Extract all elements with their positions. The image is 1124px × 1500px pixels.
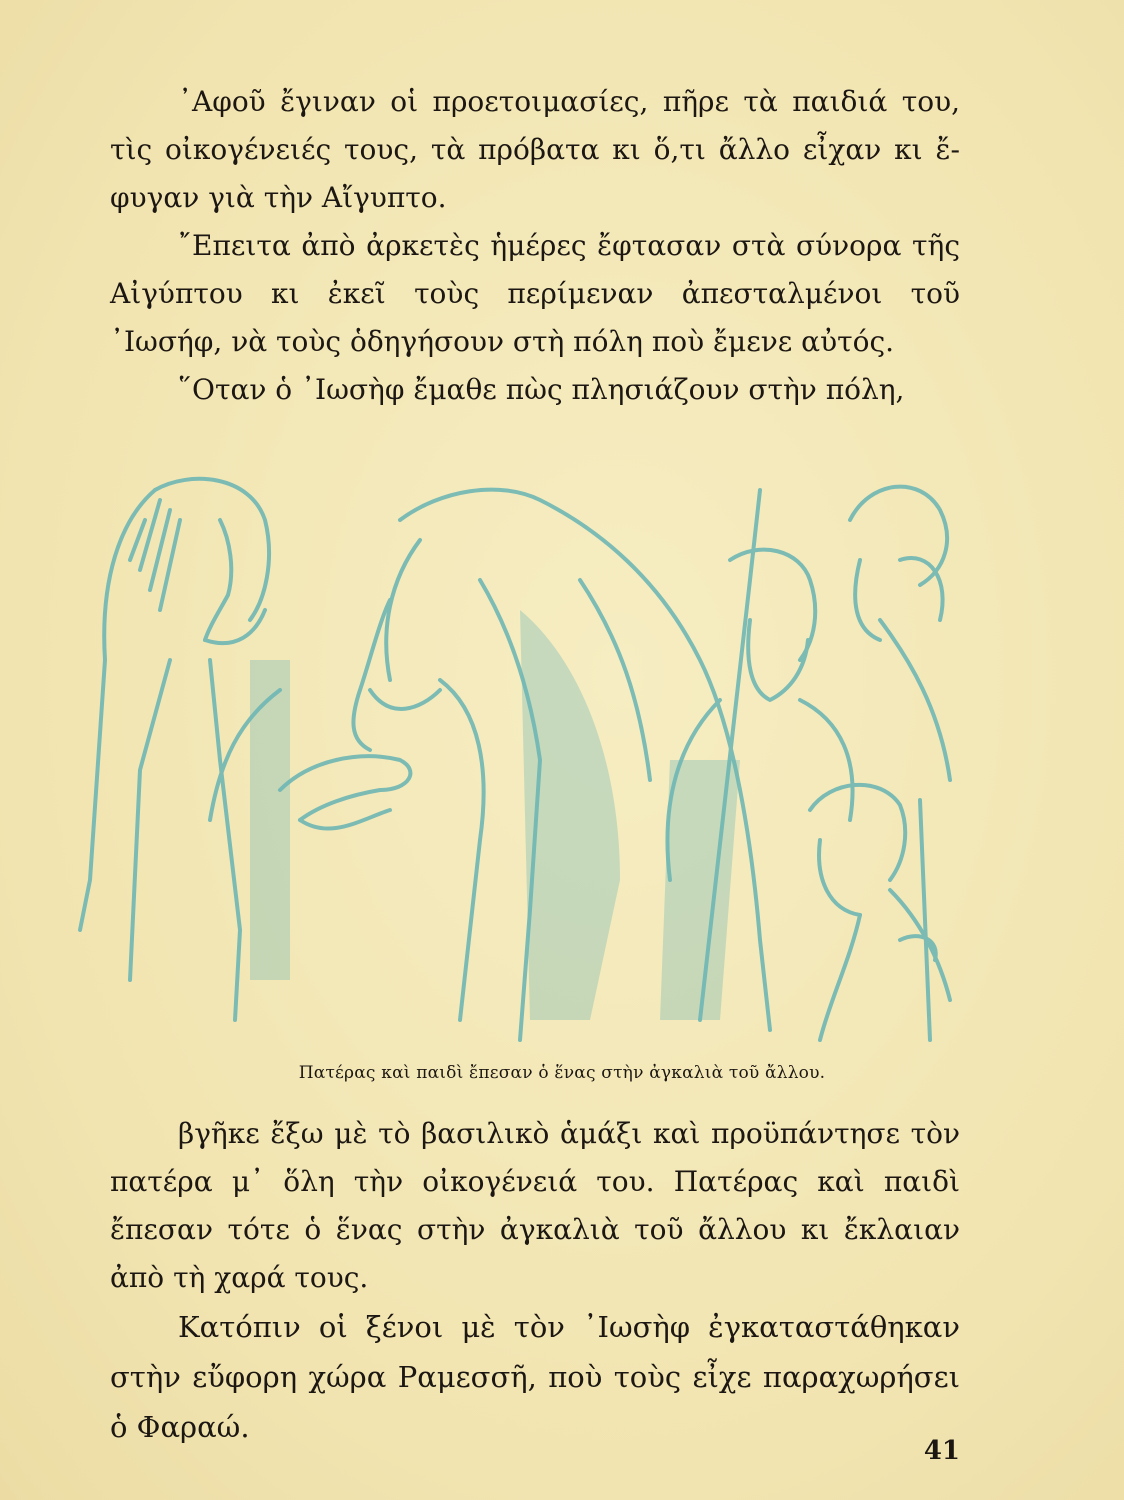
illustration-joseph-and-father (60, 460, 960, 1050)
top-text-block (110, 78, 960, 414)
bottom-text-block (110, 1110, 960, 1452)
illustration-caption: Πατέρας καὶ παιδὶ ἔπεσαν ὁ ἕνας στὴν ἀγκαλιὰ τοῦ ἄλλου. (298, 1063, 826, 1083)
paragraph-1: ᾿Αφοῦ ἔγιναν οἱ προετοιμασίες, πῆρε τὰ παιδιά του, τὶς οἰκογένειές τους, τὰ πρόβατα κι ὅ,τι ἄλλο εἶχαν κι ἔφυγαν γιὰ τὴν Αἴγυπτο. (110, 85, 960, 214)
paragraph-3: ῞Οταν ὁ ᾿Ιωσὴφ ἔμαθε πὼς πλησιάζουν στὴν πόλη, (178, 373, 905, 406)
paragraph-5: Κατόπιν οἱ ξένοι μὲ τὸν ᾿Ιωσὴφ ἐγκαταστάθηκαν στὴν εὔφορη χώρα Ραμεσσῆ, ποὺ τοὺς εἶχε παραχωρήσει ὁ Φαραώ. (110, 1310, 960, 1444)
paragraph-4: βγῆκε ἔξω μὲ τὸ βασιλικὸ ἁμάξι καὶ προϋπάντησε τὸν πατέρα μ᾿ ὅλη τὴν οἰκογένειά του. Πατέρας καὶ παιδὶ ἔπεσαν τότε ὁ ἕνας στὴν ἀγκαλιὰ τοῦ ἄλλου κι ἔκλαιαν ἀπὸ τὴ χαρά τους. (110, 1117, 960, 1294)
page-number: 41 (923, 1436, 960, 1466)
paragraph-2: ῎Επειτα ἀπὸ ἀρκετὲς ἡμέρες ἔφτασαν στὰ σύνορα τῆς Αἰγύπτου κι ἐκεῖ τοὺς περίμεναν ἀπεσταλμένοι τοῦ ᾿Ιωσήφ, νὰ τοὺς ὁδηγήσουν στὴ πόλη ποὺ ἔμενε αὐτός. (110, 229, 960, 358)
